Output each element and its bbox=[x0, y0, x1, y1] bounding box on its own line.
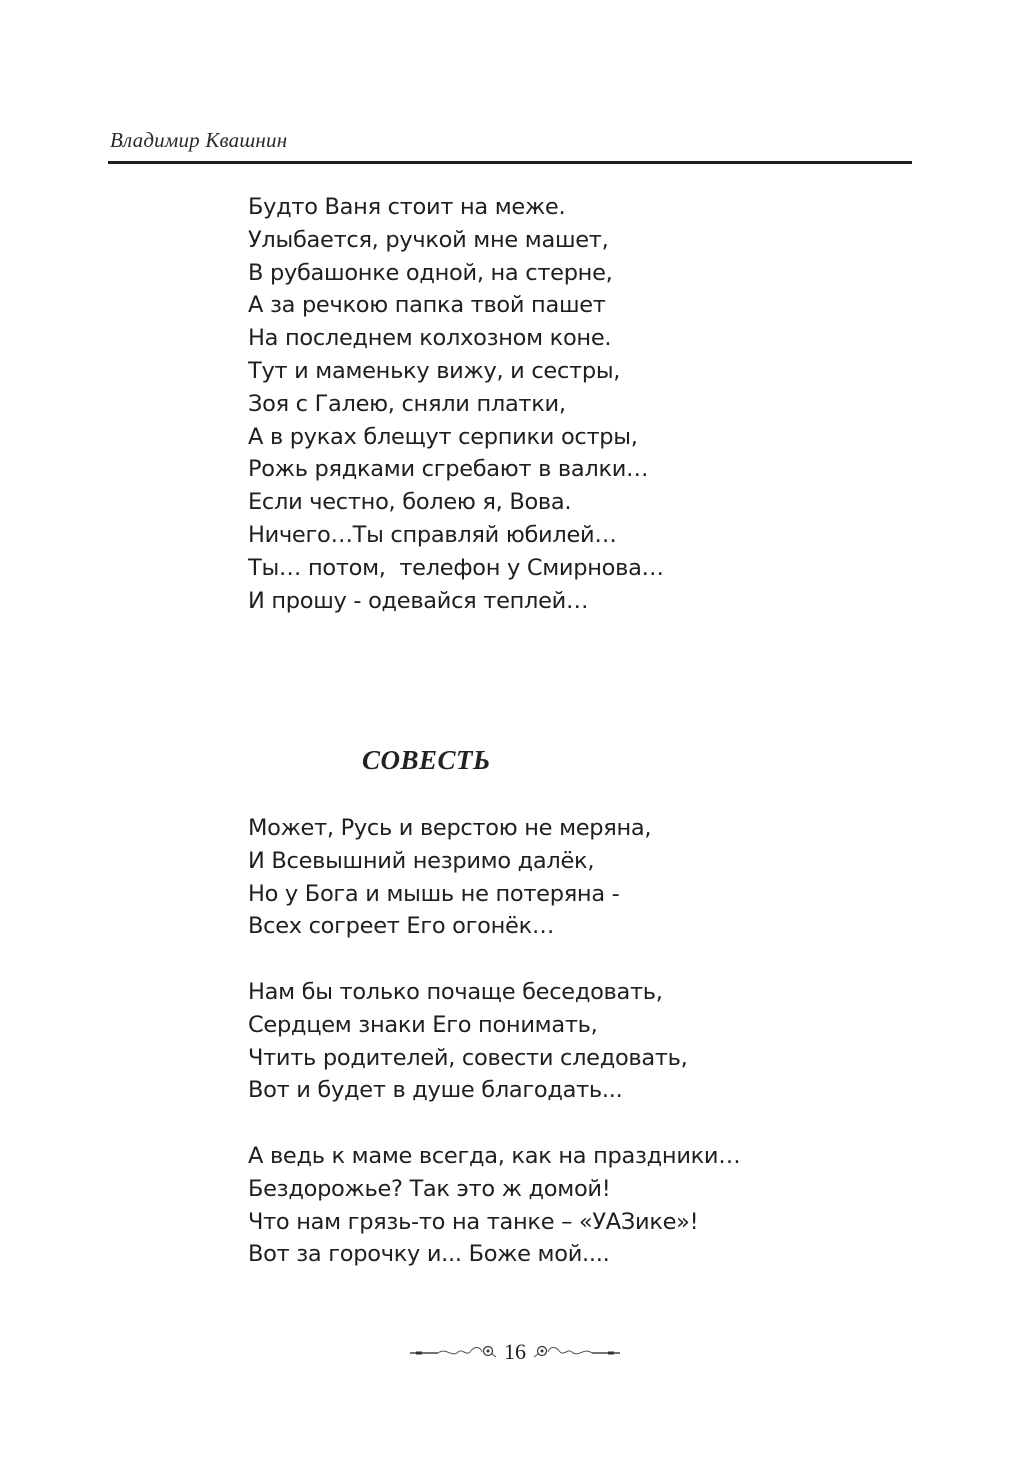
verse-line: Тут и маменьку вижу, и сестры, bbox=[248, 357, 621, 384]
verse-line: Вот и будет в душе благодать... bbox=[248, 1077, 623, 1104]
verse-line: Чтить родителей, совести следовать, bbox=[248, 1044, 688, 1071]
verse-line: Бездорожье? Так это ж домой! bbox=[248, 1175, 611, 1202]
verse-line: На последнем колхозном коне. bbox=[248, 325, 612, 352]
verse-line: А ведь к маме всегда, как на праздники… bbox=[248, 1143, 741, 1169]
poem-continuation bbox=[248, 191, 664, 617]
verse-line: Вот за горочку и... Боже мой.... bbox=[248, 1241, 610, 1268]
page-number: 16 bbox=[504, 1339, 526, 1364]
ornament-right-icon bbox=[532, 1342, 622, 1362]
page-footer bbox=[400, 1338, 630, 1366]
stanza-1 bbox=[248, 812, 651, 943]
stanza-3 bbox=[248, 1140, 740, 1271]
verse-line: Если честно, болею я, Вова. bbox=[248, 489, 572, 516]
verse-line: Будто Ваня стоит на меже. bbox=[248, 194, 566, 220]
running-head-author: Владимир Квашнин bbox=[110, 128, 288, 152]
verse-line: Рожь рядками сгребают в валки… bbox=[248, 456, 649, 483]
verse-line: Сердцем знаки Его понимать, bbox=[248, 1011, 598, 1038]
verse-line: Ничего…Ты справляй юбилей… bbox=[248, 521, 617, 548]
header-rule bbox=[108, 161, 912, 164]
verse-line: Зоя с Галею, сняли платки, bbox=[248, 390, 566, 417]
verse-line: И Всевышний незримо далёк, bbox=[248, 847, 595, 874]
verse-line: А в руках блещут серпики остры, bbox=[248, 423, 638, 450]
verse-line: Всех согреет Его огонёк… bbox=[248, 913, 555, 940]
ornament-left-icon bbox=[408, 1342, 498, 1362]
verse-line: Что нам грязь-то на танке – «УАЗике»! bbox=[248, 1208, 699, 1235]
verse-line: А за речкою папка твой пашет bbox=[248, 292, 606, 319]
verse-line: Нам бы только почаще беседовать, bbox=[248, 979, 663, 1005]
stanza-2 bbox=[248, 976, 687, 1107]
verse-line: Может, Русь и верстою не меряна, bbox=[248, 815, 652, 841]
verse-line: Но у Бога и мышь не потеряна - bbox=[248, 880, 620, 907]
poem-title: СОВЕСТЬ bbox=[362, 745, 491, 775]
verse-line: Улыбается, ручкой мне машет, bbox=[248, 226, 609, 253]
verse-line: И прошу - одевайся теплей… bbox=[248, 587, 589, 614]
verse-line: В рубашонке одной, на стерне, bbox=[248, 259, 613, 286]
verse-line: Ты… потом, телефон у Смирнова… bbox=[248, 554, 664, 581]
